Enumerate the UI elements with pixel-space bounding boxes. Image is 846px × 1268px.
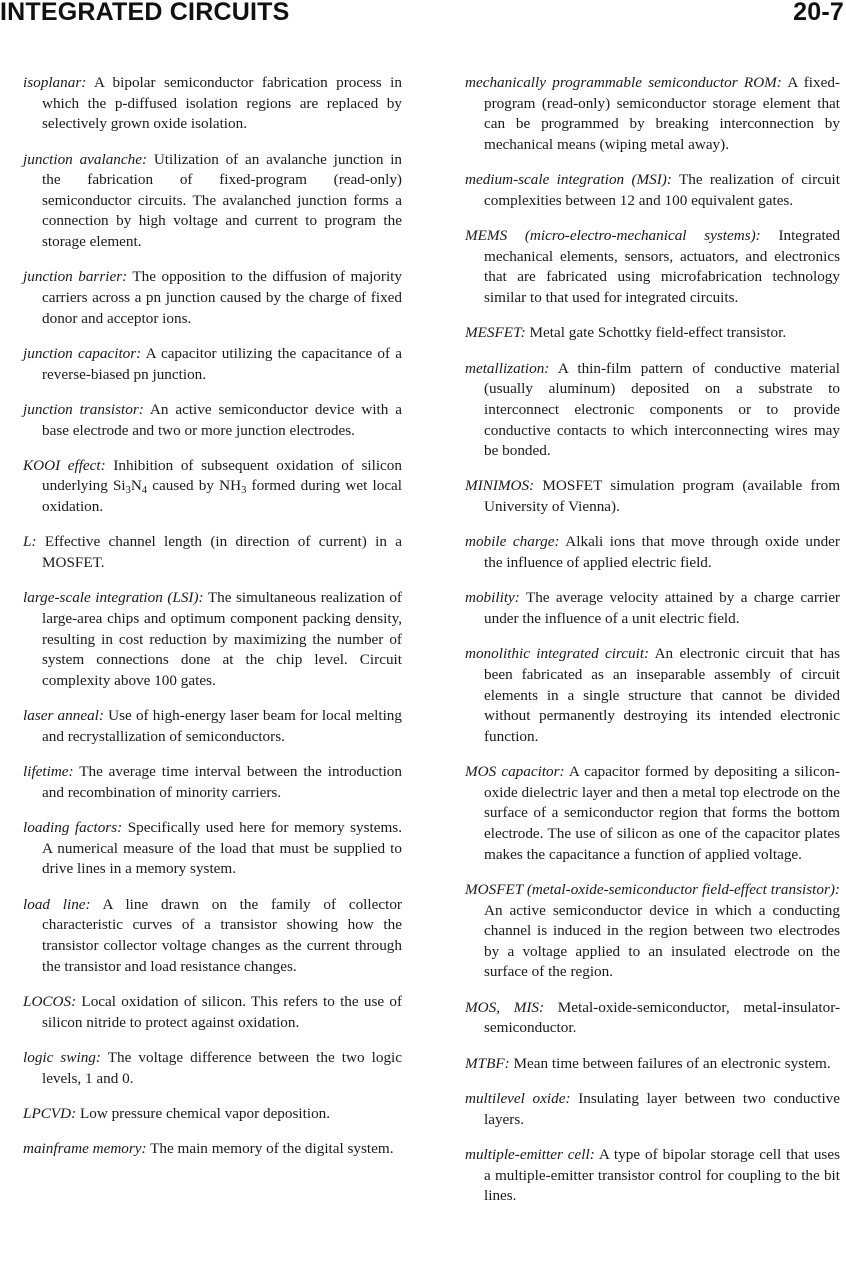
entry-definition: A thin-film pattern of conductive material (usually aluminum) deposited on a substrate to interconnect electronic components or to provide conductive contacts to which interconnecting wires may be bonded.	[484, 359, 840, 460]
entry-term: MOS, MIS:	[465, 998, 545, 1016]
entry-definition: A capacitor utilizing the capacitance of a reverse-biased pn junction.	[42, 344, 402, 383]
entry-definition: A line drawn on the family of collector characteristic curves of a transistor showing how the transistor collector voltage changes as the current through the transistor and load resistance changes.	[42, 895, 402, 975]
entry-definition: A bipolar semiconductor fabrication process in which the p-diffused isolation regions are replaced by selectively grown oxide isolation.	[42, 74, 402, 133]
glossary-entry	[23, 1139, 402, 1160]
entry-definition: A fixed-program (read-only) semiconductor storage element that can be programmed by breaking interconnection by mechanical means (wiping metal away).	[484, 74, 840, 153]
entry-term: mobile charge:	[465, 533, 560, 551]
entry-definition: Specifically used here for memory systems. A numerical measure of the load that must be supplied to drive lines in a memory system.	[42, 819, 402, 878]
entry-definition: An electronic circuit that has been fabricated as an inseparable assembly of circuit elements in a single structure that cannot be divided without permanently destroying its intended electronic function.	[484, 645, 841, 745]
glossary-entry	[23, 762, 402, 803]
entry-term: metallization:	[465, 359, 550, 377]
entry-term: medium-scale integration (MSI):	[465, 171, 672, 189]
glossary-entry	[23, 1048, 402, 1089]
glossary-entry	[465, 359, 840, 462]
left-column	[23, 73, 402, 1175]
entry-definition: An active semiconductor device in which a conducting channel is induced in the region between two electrodes by a voltage applied to an insulated electrode on the surface of the region.	[484, 901, 840, 981]
entry-definition: Integrated mechanical elements, sensors, actuators, and electronics that are fabricated using microfabrication technology similar to that used for integrated circuits.	[484, 227, 840, 306]
entry-term: loading factors:	[23, 819, 123, 837]
entry-definition: Local oxidation of silicon. This refers to the use of silicon nitride to protect against oxidation.	[42, 992, 403, 1031]
entry-term: multilevel oxide:	[465, 1090, 571, 1108]
glossary-entry	[23, 150, 402, 253]
glossary-entry	[23, 344, 402, 385]
entry-definition: The simultaneous realization of large-area chips and optimum component packing density, resulting in cost reduction by maximizing the number of system connections done at the chip level. Circuit complexity above 100 gates.	[42, 589, 402, 689]
glossary-entry	[23, 1104, 402, 1125]
entry-definition: The average time interval between the introduction and recombination of minority carriers.	[42, 763, 402, 801]
entry-definition: The voltage difference between the two logic levels, 1 and 0.	[42, 1048, 402, 1087]
entry-term: mobility:	[465, 589, 520, 607]
entry-definition: An active semiconductor device with a base electrode and two or more junction electrodes.	[42, 400, 402, 439]
glossary-entry	[465, 532, 840, 573]
entry-term: LPCVD:	[23, 1104, 77, 1122]
glossary-entry	[23, 400, 402, 441]
entry-definition: The average velocity attained by a charge carrier under the influence of a unit electric field.	[484, 589, 840, 628]
entry-term: junction transistor:	[23, 400, 144, 418]
entry-definition: Mean time between failures of an electronic system.	[513, 1054, 831, 1072]
glossary-entry	[23, 895, 402, 977]
entry-definition: Metal-oxide-semiconductor, metal-insulator-semiconductor.	[484, 998, 841, 1037]
entry-term: laser anneal:	[23, 707, 104, 725]
glossary-entry	[23, 818, 402, 880]
glossary-entry	[23, 992, 402, 1033]
glossary-entry	[465, 170, 840, 211]
glossary-entry	[23, 588, 402, 691]
glossary-entry	[465, 1054, 840, 1075]
entry-term: mainframe memory:	[23, 1140, 147, 1158]
glossary-entry	[23, 532, 402, 573]
glossary-entry	[23, 73, 402, 135]
entry-term: load line:	[23, 895, 91, 913]
entry-term: L:	[23, 533, 37, 551]
entry-definition: A capacitor formed by depositing a silicon-oxide dielectric layer and then a metal top electrode on the surface of a semiconductor region that forms the bottom electrode. The use of silicon as one of the capacitor plates makes the capacitance a function of applied voltage.	[484, 763, 840, 863]
glossary-entry	[465, 73, 840, 155]
glossary-entry	[465, 588, 840, 629]
page-header	[0, 0, 846, 30]
section-title: INTEGRATED CIRCUITS	[0, 0, 290, 26]
right-column	[465, 73, 840, 1222]
glossary-entry	[465, 1145, 840, 1207]
entry-definition: Inhibition of subsequent oxidation of silicon underlying $Si_3N_4$ caused by $NH_3$ formed during wet local oxidation.	[42, 456, 403, 516]
entry-term: MOSFET (metal-oxide-semiconductor field-effect transistor):	[465, 880, 840, 898]
entry-definition: Utilization of an avalanche junction in the fabrication of fixed-program (read-only) semiconductor circuits. The avalanched junction forms a connection by high voltage and current to program the storage element.	[42, 150, 403, 250]
entry-definition: Metal gate Schottky field-effect transistor.	[529, 324, 787, 342]
entry-term: isoplanar:	[23, 74, 87, 91]
glossary-entry	[465, 323, 840, 344]
entry-term: logic swing:	[23, 1048, 101, 1066]
entry-term: MINIMOS:	[465, 477, 535, 495]
entry-definition: The opposition to the diffusion of majority carriers across a pn junction caused by the charge of fixed donor and acceptor ions.	[42, 268, 402, 327]
entry-term: MOS capacitor:	[465, 763, 565, 781]
entry-definition: The realization of circuit complexities between 12 and 100 equivalent gates.	[484, 171, 840, 209]
page-number: 20-7	[793, 0, 844, 26]
entry-term: MTBF:	[465, 1054, 510, 1072]
entry-definition: A type of bipolar storage cell that uses a multiple-emitter transistor control for coupling to the bit lines.	[484, 1146, 840, 1205]
entry-term: mechanically programmable semiconductor ROM:	[465, 74, 782, 91]
entry-term: multiple-emitter cell:	[465, 1146, 595, 1164]
glossary-entry	[465, 880, 840, 983]
entry-term: MEMS (micro-electro-mechanical systems):	[465, 227, 761, 245]
entry-definition: Alkali ions that move through oxide under the influence of applied electric field.	[484, 533, 840, 572]
entry-term: monolithic integrated circuit:	[465, 645, 650, 663]
entry-term: junction capacitor:	[23, 344, 142, 362]
entry-definition: Effective channel length (in direction of current) in a MOSFET.	[42, 533, 402, 572]
glossary-entry	[23, 456, 402, 518]
entry-definition: Low pressure chemical vapor deposition.	[79, 1104, 331, 1122]
entry-term: lifetime:	[23, 763, 74, 781]
glossary-entry	[465, 226, 840, 308]
entry-term: KOOI effect:	[23, 456, 106, 474]
entry-definition: Insulating layer between two conductive layers.	[484, 1090, 841, 1128]
entry-term: LOCOS:	[23, 992, 77, 1010]
entry-definition: The main memory of the digital system.	[150, 1140, 394, 1158]
entry-definition: Use of high-energy laser beam for local melting and recrystallization of semiconductors.	[42, 707, 402, 745]
entry-term: junction avalanche:	[23, 150, 148, 168]
entry-term: large-scale integration (LSI):	[23, 589, 204, 607]
entry-definition: MOSFET simulation program (available from University of Vienna).	[484, 477, 841, 516]
glossary-entry	[465, 476, 840, 517]
glossary-entry	[23, 267, 402, 329]
glossary-entry	[465, 1089, 840, 1130]
glossary-entry	[465, 762, 840, 865]
glossary-entry	[465, 998, 840, 1039]
glossary-entry	[23, 706, 402, 747]
entry-term: MESFET:	[465, 324, 526, 342]
entry-term: junction barrier:	[23, 268, 128, 286]
glossary-entry	[465, 644, 840, 747]
